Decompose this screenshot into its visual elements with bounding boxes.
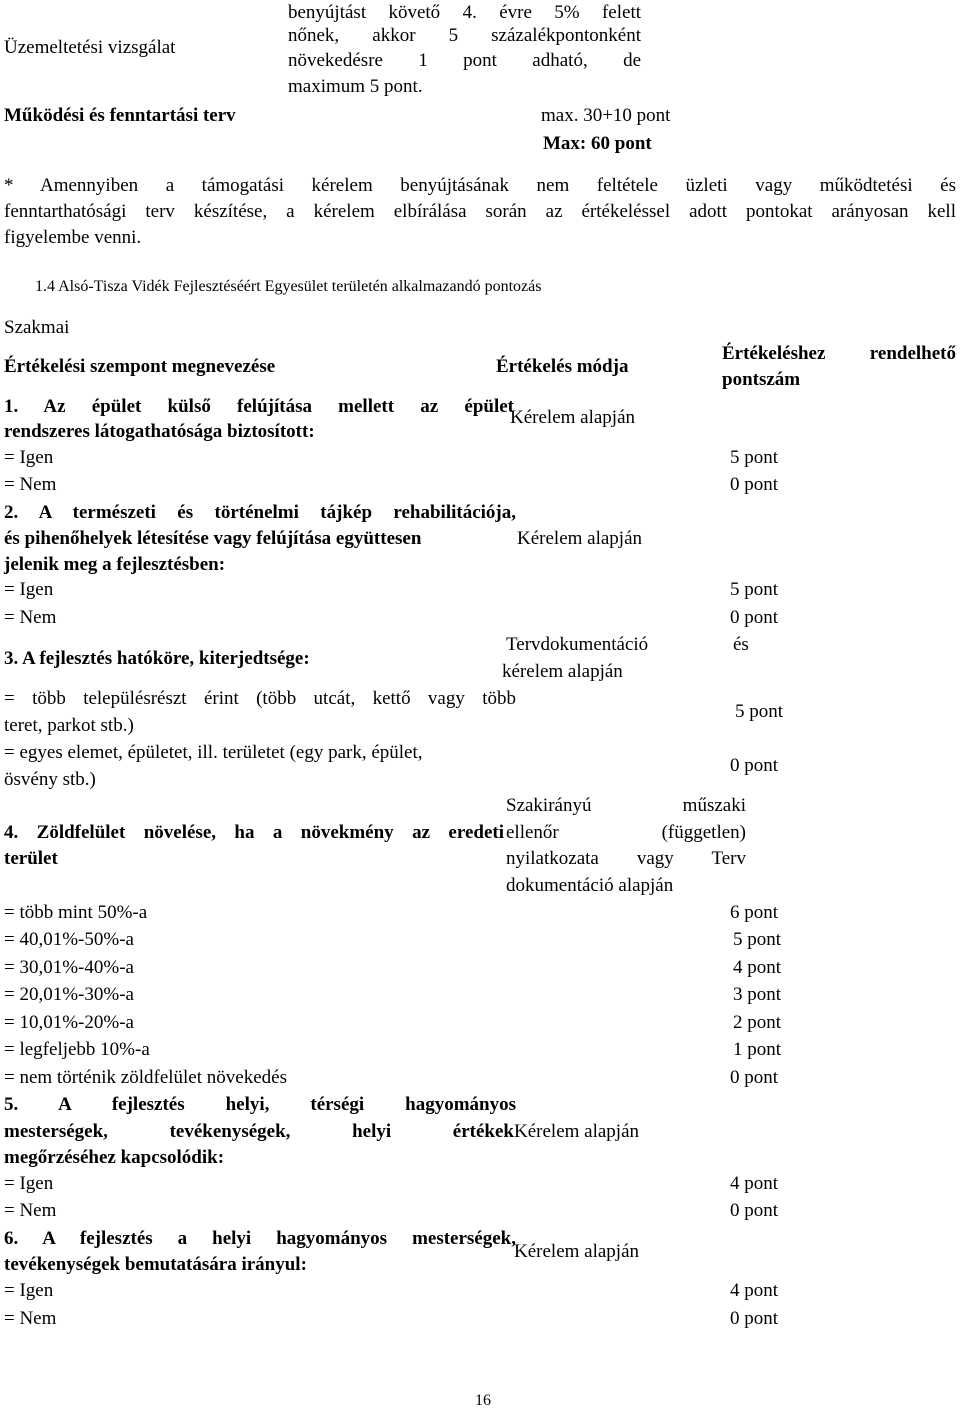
row-label-operation-plan: Működési és fenntartási terv xyxy=(4,105,236,126)
criterion-5-option-yes: = Igen xyxy=(4,1173,54,1194)
criterion-1-title-line-2: rendszeres látogathatósága biztosított: xyxy=(4,421,315,442)
criterion-4-option-1: = több mint 50%-a xyxy=(4,902,148,923)
criterion-1-method: Kérelem alapján xyxy=(510,407,636,428)
criterion-2-title-line-1: 2. A természeti és történelmi tájkép rehabilitációja, xyxy=(4,502,516,523)
criterion-4-option-7: = nem történik zöldfelület növekedés xyxy=(4,1067,287,1088)
criterion-5-points-yes: 4 pont xyxy=(730,1173,779,1194)
criterion-5-title-line-3: megőrzéséhez kapcsolódik: xyxy=(4,1147,225,1168)
criterion-3-option-1-line-1: = több településrészt érint (több utcát, kettő vagy több xyxy=(4,688,516,709)
criterion-6-method: Kérelem alapján xyxy=(514,1241,640,1262)
section-heading: 1.4 Alsó-Tisza Vidék Fejlesztéséért Egyesület területén alkalmazandó pontozás xyxy=(35,278,542,295)
row-text-line-1: benyújtást követő 4. évre 5% felett xyxy=(288,2,641,23)
criterion-2-title-line-3: jelenik meg a fejlesztésben: xyxy=(4,554,226,575)
criterion-1-option-no: = Nem xyxy=(4,474,57,495)
row-value-max: max. 30+10 pont xyxy=(541,105,671,126)
criterion-6-title-line-1: 6. A fejlesztés a helyi hagyományos mesterségek, xyxy=(4,1228,516,1249)
criterion-3-method-and: és xyxy=(733,634,749,655)
criterion-3-option-1-line-2: teret, parkot stb.) xyxy=(4,715,134,736)
criterion-6-points-yes: 4 pont xyxy=(730,1280,779,1301)
criterion-4-points-7: 0 pont xyxy=(730,1067,779,1088)
criterion-3-title: 3. A fejlesztés hatóköre, kiterjedtsége: xyxy=(4,648,310,669)
criterion-1-points-no: 0 pont xyxy=(730,474,779,495)
criterion-4-method-line-3: nyilatkozata vagy Terv xyxy=(506,848,746,869)
criterion-4-points-2: 5 pont xyxy=(733,929,782,950)
row-text-line-4: maximum 5 pont. xyxy=(288,76,423,97)
criterion-4-option-6: = legfeljebb 10%-a xyxy=(4,1039,150,1060)
criterion-2-points-no: 0 pont xyxy=(730,607,779,628)
criterion-3-method-line-2: kérelem alapján xyxy=(502,661,623,682)
criterion-3-method-line-1: Tervdokumentáció xyxy=(506,634,649,655)
criterion-4-points-3: 4 pont xyxy=(733,957,782,978)
criterion-2-title-line-2: és pihenőhelyek létesítése vagy felújítása együttesen xyxy=(4,528,422,549)
row-text-line-3: növekedésre 1 pont adható, de xyxy=(288,50,641,71)
criterion-4-title-line-2: terület xyxy=(4,848,58,869)
criterion-4-points-4: 3 pont xyxy=(733,984,782,1005)
criterion-2-method: Kérelem alapján xyxy=(517,528,643,549)
criterion-3-points-1: 5 pont xyxy=(735,701,784,722)
criterion-3-option-2-line-1: = egyes elemet, épületet, ill. területet (egy park, épület, xyxy=(4,742,423,763)
criterion-4-points-1: 6 pont xyxy=(730,902,779,923)
criterion-6-title-line-2: tevékenységek bemutatására irányul: xyxy=(4,1254,307,1275)
criterion-3-option-2-line-2: ösvény stb.) xyxy=(4,769,96,790)
criterion-5-method: Kérelem alapján xyxy=(514,1121,640,1142)
criterion-4-method-line-1: Szakirányú műszaki xyxy=(506,795,746,816)
criterion-4-option-4: = 20,01%-30%-a xyxy=(4,984,134,1005)
header-points-line1: Értékeléshez rendelhető xyxy=(722,343,956,364)
header-method: Értékelés módja xyxy=(496,356,629,377)
criterion-4-option-3: = 30,01%-40%-a xyxy=(4,957,134,978)
criterion-6-points-no: 0 pont xyxy=(730,1308,779,1329)
criterion-4-title-line-1: 4. Zöldfelület növelése, ha a növekmény az eredeti xyxy=(4,822,504,843)
criterion-4-method-line-4: dokumentáció alapján xyxy=(506,875,674,896)
criterion-4-points-5: 2 pont xyxy=(733,1012,782,1033)
criterion-6-option-no: = Nem xyxy=(4,1308,57,1329)
row-text-line-2: nőnek, akkor 5 százalékpontonként xyxy=(288,25,641,46)
criterion-4-method-line-2: ellenőr (független) xyxy=(506,822,746,843)
criterion-4-option-5: = 10,01%-20%-a xyxy=(4,1012,134,1033)
footnote-line-1: * Amennyiben a támogatási kérelem benyújtásának nem feltétele üzleti vagy működtetési és xyxy=(4,175,956,196)
criterion-5-option-no: = Nem xyxy=(4,1200,57,1221)
criterion-4-option-2: = 40,01%-50%-a xyxy=(4,929,134,950)
criterion-5-title-line-2: mesterségek, tevékenységek, helyi értékek xyxy=(4,1121,514,1142)
criterion-6-option-yes: = Igen xyxy=(4,1280,54,1301)
criterion-2-points-yes: 5 pont xyxy=(730,579,779,600)
criterion-2-option-yes: = Igen xyxy=(4,579,54,600)
max-total: Max: 60 pont xyxy=(543,133,652,154)
criterion-4-points-6: 1 pont xyxy=(733,1039,782,1060)
header-criterion: Értékelési szempont megnevezése xyxy=(4,356,276,377)
criterion-1-title-line-1: 1. Az épület külső felújítása mellett az épület xyxy=(4,396,514,417)
criterion-3-points-2: 0 pont xyxy=(730,755,779,776)
row-label-operational-review: Üzemeltetési vizsgálat xyxy=(4,37,176,58)
criterion-1-option-yes: = Igen xyxy=(4,447,54,468)
footnote-line-2: fenntarthatósági terv készítése, a kérelem elbírálása során az értékeléssel adott pontokat arányosan kell xyxy=(4,201,956,222)
category-label: Szakmai xyxy=(4,317,70,338)
header-points-line2: pontszám xyxy=(722,369,801,390)
page-number: 16 xyxy=(475,1392,491,1409)
criterion-5-title-line-1: 5. A fejlesztés helyi, térségi hagyományos xyxy=(4,1094,516,1115)
criterion-5-points-no: 0 pont xyxy=(730,1200,779,1221)
footnote-line-3: figyelembe venni. xyxy=(4,227,142,248)
criterion-1-points-yes: 5 pont xyxy=(730,447,779,468)
criterion-2-option-no: = Nem xyxy=(4,607,57,628)
